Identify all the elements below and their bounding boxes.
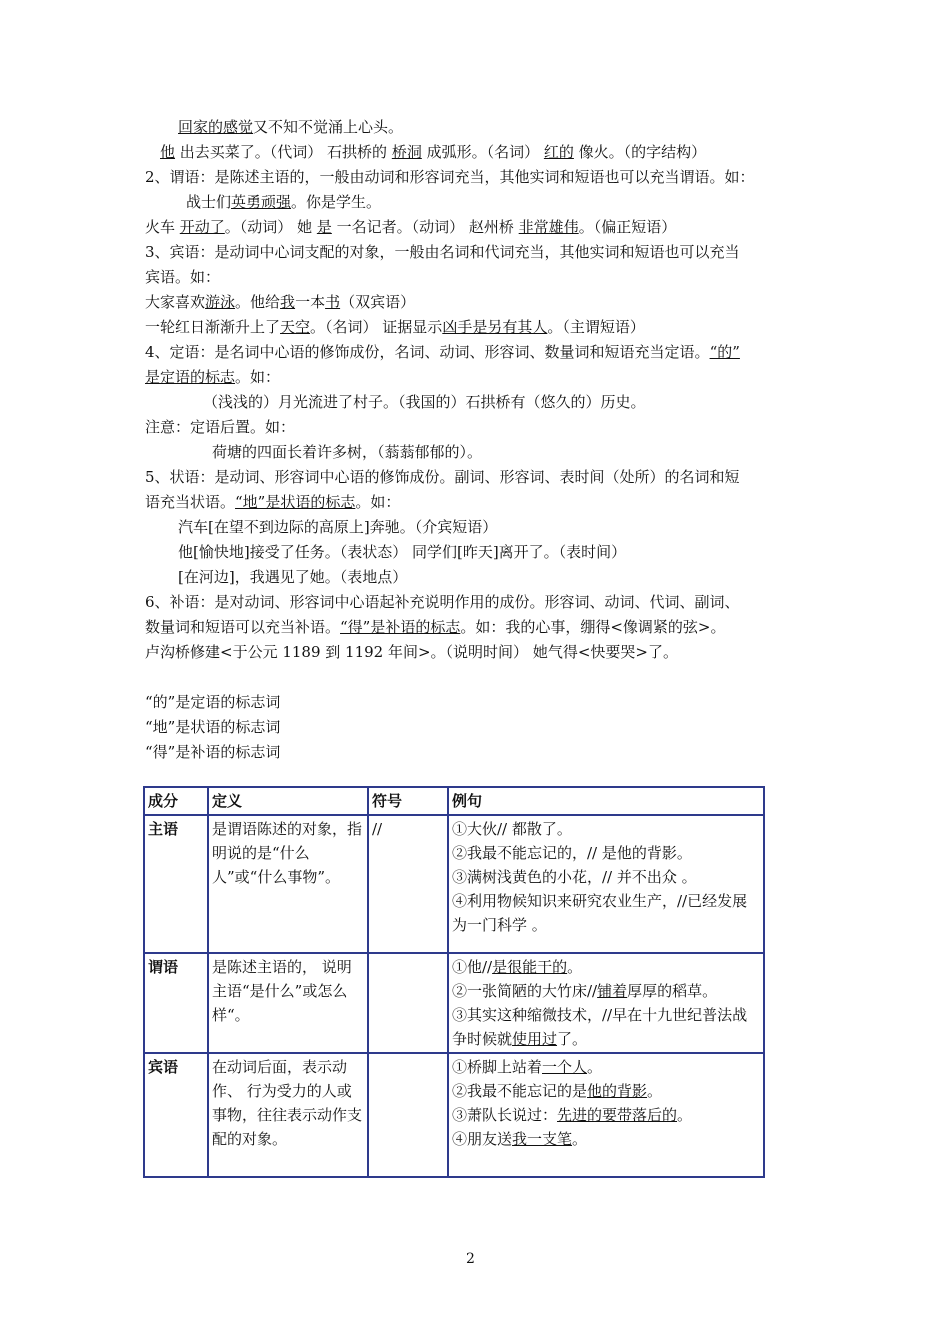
underlined-text: 先进的要带落后的 xyxy=(557,1106,678,1124)
component-definition: 是谓语陈述的对象，指明说的是“什么人”或“什么事物”。 xyxy=(208,815,368,953)
text-run: 。如： xyxy=(355,493,401,511)
underlined-text: 我 xyxy=(280,293,296,311)
text-run: （双宾语） xyxy=(340,293,416,311)
text-run: “得”是补语的标志词 xyxy=(145,743,281,761)
example-sentence xyxy=(452,979,760,1003)
text-run: 他[愉快地]接受了任务。（表状态） 同学们[昨天]离开了。（表时间） xyxy=(178,543,627,561)
text-line xyxy=(145,217,676,237)
text-run: 。（偏正短语） xyxy=(578,218,677,236)
example-sentence xyxy=(452,1079,760,1103)
text-run: 。（主谓短语） xyxy=(547,318,645,336)
underlined-text: 英勇顽强 xyxy=(231,193,292,211)
text-line xyxy=(145,417,295,437)
text-run: 3、宾语：是动词中心词支配的对象，一般由名词和代词充当，其他实词和短语也可以充当 xyxy=(145,243,740,261)
text-run: ①他// xyxy=(452,958,493,976)
component-name: 宾语 xyxy=(144,1053,208,1177)
text-line xyxy=(203,392,646,412)
underlined-text: 书 xyxy=(325,293,341,311)
text-line xyxy=(145,317,645,337)
text-run: 战士们 xyxy=(186,193,232,211)
underlined-text: 他 xyxy=(160,143,176,161)
example-sentence xyxy=(452,1103,760,1127)
header-component: 成分 xyxy=(144,787,208,815)
underlined-text: 使用过 xyxy=(512,1030,558,1048)
component-definition: 是陈述主语的， 说明主语“是什么”或怎么样“。 xyxy=(208,953,368,1053)
example-sentence xyxy=(452,889,760,937)
example-sentence xyxy=(452,865,760,889)
header-example: 例句 xyxy=(448,787,764,815)
text-run: 5、状语：是动词、形容词中心语的修饰成份。副词、形容词、表时间（处所）的名词和短 xyxy=(145,468,740,486)
text-line xyxy=(145,692,280,712)
component-definition: 在动词后面，表示动作、 行为受力的人或事物，往往表示动作支配的对象。 xyxy=(208,1053,368,1177)
text-run: ②我最不能忘记的，// 是他的背影。 xyxy=(452,844,692,862)
text-run: 。 xyxy=(567,958,583,976)
underlined-text: 天空 xyxy=(280,318,311,336)
underlined-text: 游泳 xyxy=(205,293,236,311)
page-number: 2 xyxy=(466,1251,475,1267)
text-run: ②一张简陋的大竹床// xyxy=(452,982,598,1000)
text-run: 语充当状语。 xyxy=(145,493,236,511)
underlined-text: 铺着 xyxy=(597,982,628,1000)
text-run: 注意：定语后置。如： xyxy=(145,418,296,436)
text-run: ④朋友送 xyxy=(452,1130,513,1148)
text-run: ①桥脚上站着 xyxy=(452,1058,543,1076)
underlined-text: “得”是补语的标志 xyxy=(340,618,461,636)
sentence-component-table xyxy=(143,786,765,1178)
component-name: 谓语 xyxy=(144,953,208,1053)
text-run: 。如：我的心事，绷得<像调紧的弦>。 xyxy=(460,618,726,636)
text-line xyxy=(145,492,400,512)
text-line xyxy=(178,542,626,562)
component-examples xyxy=(448,953,764,1053)
component-examples xyxy=(448,1053,764,1177)
text-run: 宾语。如： xyxy=(145,268,221,286)
text-line xyxy=(145,292,415,312)
underlined-text: 他的背影 xyxy=(587,1082,648,1100)
underlined-text: 回家的感觉 xyxy=(178,118,254,136)
text-run: 了。 xyxy=(557,1030,588,1048)
text-run: 大家喜欢 xyxy=(145,293,206,311)
underlined-text: 非常雄伟 xyxy=(518,218,579,236)
text-run: 厚厚的稻草。 xyxy=(627,982,718,1000)
underlined-text: 红的 xyxy=(543,143,574,161)
underlined-text: 我一支笔 xyxy=(512,1130,573,1148)
text-run: 。 xyxy=(587,1058,603,1076)
text-run: 汽车[在望不到边际的高原上]奔驰。（介宾短语） xyxy=(178,518,498,536)
text-line xyxy=(186,192,381,212)
underlined-text: 开动了 xyxy=(179,218,225,236)
example-sentence xyxy=(452,1127,760,1151)
text-run: 一轮红日渐渐升上了 xyxy=(145,318,281,336)
text-run: ②我最不能忘记的是 xyxy=(452,1082,588,1100)
text-run: 。（名词） 证据显示 xyxy=(310,318,443,336)
text-line xyxy=(178,517,497,537)
text-run: 又不知不觉涌上心头。 xyxy=(253,118,404,136)
text-run: ④利用物候知识来研究农业生产，//已经发展为一门科学 。 xyxy=(452,892,748,934)
text-run: 2、谓语：是陈述主语的，一般由动词和形容词充当，其他实词和短语也可以充当谓语。如： xyxy=(145,168,755,186)
example-sentence xyxy=(452,1003,760,1051)
text-line xyxy=(145,742,280,762)
underlined-text: “地”是状语的标志 xyxy=(235,493,356,511)
text-run: 。 xyxy=(677,1106,693,1124)
text-line xyxy=(145,642,678,662)
text-line xyxy=(145,167,755,187)
text-run: 像火。（的字结构） xyxy=(573,143,707,161)
text-run: 。 xyxy=(647,1082,663,1100)
text-line xyxy=(145,467,740,487)
text-line xyxy=(145,242,740,262)
text-run: ③萧队长说过： xyxy=(452,1106,558,1124)
table-row xyxy=(144,953,764,1053)
text-line xyxy=(160,142,706,162)
text-run: 荷塘的四面长着许多树，（蓊蓊郁郁的）。 xyxy=(212,443,483,461)
text-line xyxy=(145,367,280,387)
example-sentence xyxy=(452,817,760,841)
text-run: 一名记者。（动词） 赵州桥 xyxy=(331,218,519,236)
text-run: ③其实这种缩微技术，//早在十九世纪普法战争时候就 xyxy=(452,1006,748,1048)
text-run: “地”是状语的标志词 xyxy=(145,718,281,736)
example-sentence xyxy=(452,955,760,979)
example-sentence xyxy=(452,841,760,865)
text-line xyxy=(178,567,407,587)
header-symbol: 符号 xyxy=(368,787,448,815)
text-run: [在河边]，我遇见了她。（表地点） xyxy=(178,568,408,586)
table-header-row xyxy=(144,787,764,815)
header-definition: 定义 xyxy=(208,787,368,815)
component-symbol xyxy=(368,953,448,1053)
text-run: 。他给 xyxy=(235,293,281,311)
text-run: 数量词和短语可以充当补语。 xyxy=(145,618,341,636)
table-row xyxy=(144,1053,764,1177)
text-run: （浅浅的）月光流进了村子。（我国的）石拱桥有（悠久的）历史。 xyxy=(203,393,646,411)
text-run: 卢沟桥修建<于公元 1189 到 1192 年间>。（说明时间） 她气得<快要哭>了。 xyxy=(145,643,678,661)
text-line xyxy=(145,342,740,362)
text-line xyxy=(145,617,726,637)
text-line xyxy=(212,442,482,462)
text-run: ①大伙// 都散了。 xyxy=(452,820,572,838)
underlined-text: “的” xyxy=(709,343,740,361)
text-run: 。如： xyxy=(235,368,281,386)
component-examples xyxy=(448,815,764,953)
underlined-text: 一个人 xyxy=(542,1058,588,1076)
underlined-text: 是 xyxy=(316,218,332,236)
text-run: “的”是定语的标志词 xyxy=(145,693,281,711)
underlined-text: 是很能干的 xyxy=(492,958,568,976)
text-line xyxy=(145,717,280,737)
text-run: 。 xyxy=(572,1130,588,1148)
text-run: 一本 xyxy=(295,293,326,311)
text-line xyxy=(145,592,740,612)
text-run: 6、补语：是对动词、形容词中心语起补充说明作用的成份。形容词、动词、代词、副词、 xyxy=(145,593,740,611)
underlined-text: 桥洞 xyxy=(391,143,422,161)
text-run: 成弧形。（名词） xyxy=(421,143,544,161)
underlined-text: 凶手是另有其人 xyxy=(442,318,548,336)
text-line xyxy=(178,117,403,137)
text-run: 火车 xyxy=(145,218,180,236)
table-row xyxy=(144,815,764,953)
text-line xyxy=(145,267,220,287)
text-run: 出去买菜了。（代词） 石拱桥的 xyxy=(175,143,392,161)
text-run: 4、定语：是名词中心语的修饰成份，名词、动词、形容词、数量词和短语充当定语。 xyxy=(145,343,710,361)
text-run: ③满树浅黄色的小花，// 并不出众 。 xyxy=(452,868,697,886)
text-run: 。（动词） 她 xyxy=(224,218,317,236)
underlined-text: 是定语的标志 xyxy=(145,368,236,386)
example-sentence xyxy=(452,1055,760,1079)
component-symbol: // xyxy=(368,815,448,953)
component-symbol xyxy=(368,1053,448,1177)
text-run: 。你是学生。 xyxy=(291,193,382,211)
component-name: 主语 xyxy=(144,815,208,953)
